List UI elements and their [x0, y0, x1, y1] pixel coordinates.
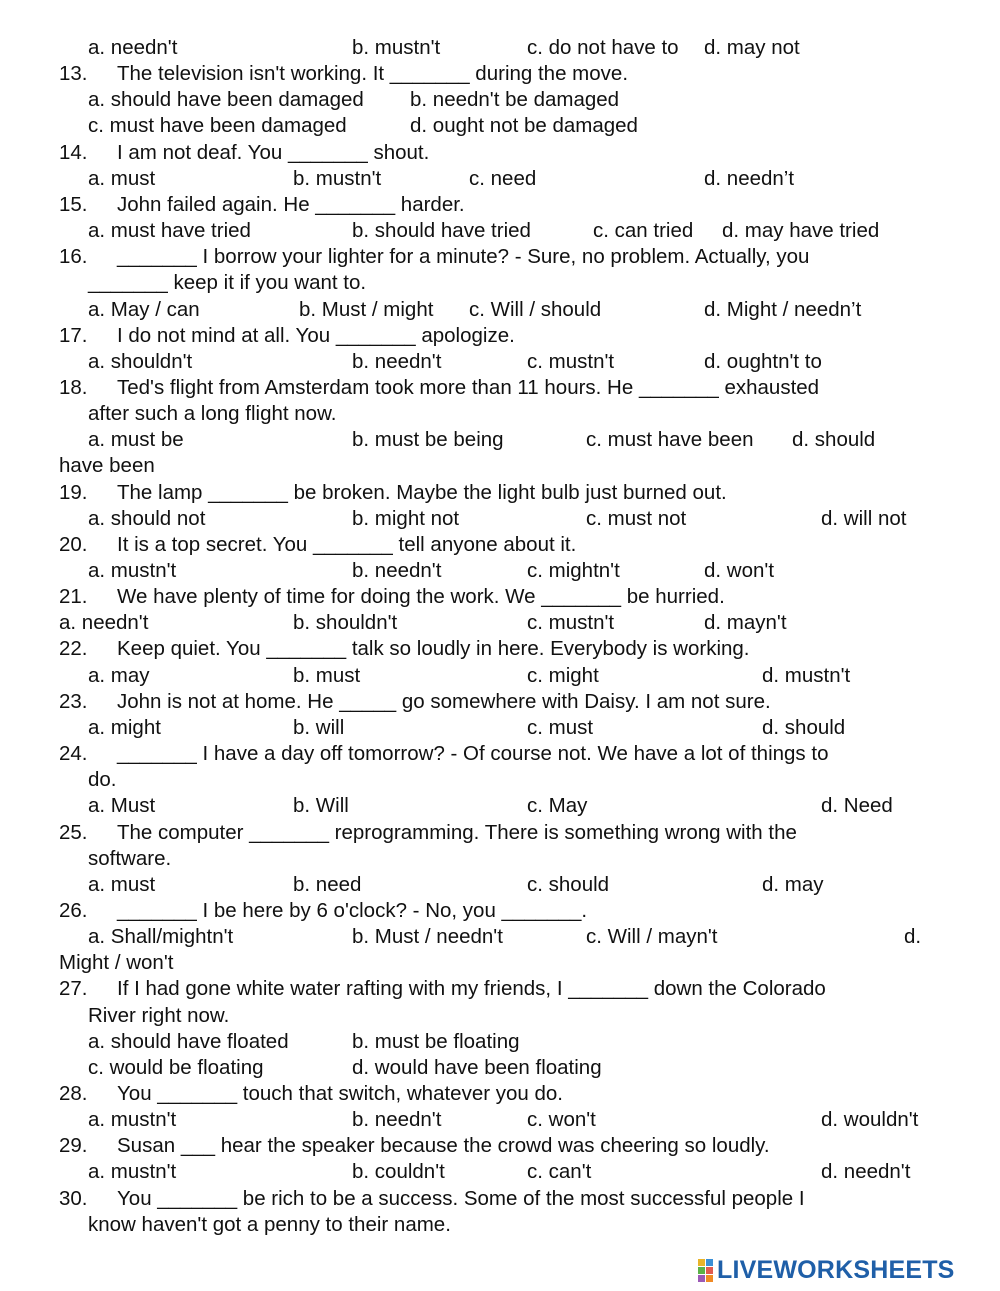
line-text: d. may: [762, 873, 824, 896]
line-text: b. shouldn't: [293, 611, 398, 634]
line-text: c. can't: [527, 1160, 592, 1183]
line-text: a. shouldn't: [88, 350, 193, 373]
line-text: c. must have been: [586, 428, 754, 451]
line-text: c. need: [469, 167, 537, 190]
line-text: do.: [88, 768, 117, 791]
line-text: d. should: [792, 428, 876, 451]
line-text: a. should have been damaged: [88, 88, 364, 111]
line-text: _______ I borrow your lighter for a minute? - Sure, no problem. Actually, you: [117, 245, 810, 268]
line-text: Keep quiet. You _______ talk so loudly in here. Everybody is working.: [117, 637, 750, 660]
logo-text: LIVEWORKSHEETS: [717, 1255, 955, 1284]
line-text: c. should: [527, 873, 610, 896]
line-text: 20.: [59, 533, 88, 556]
line-text: You _______ touch that switch, whatever you do.: [117, 1082, 563, 1105]
line-text: a. Must: [88, 794, 156, 817]
line-text: d. will not: [821, 507, 907, 530]
line-text: b. must be floating: [352, 1030, 520, 1053]
line-text: a. mustn't: [88, 1108, 177, 1131]
line-text: a. must: [88, 873, 156, 896]
line-text: 26.: [59, 899, 88, 922]
line-text: John failed again. He _______ harder.: [117, 193, 465, 216]
line-text: a. should have floated: [88, 1030, 289, 1053]
line-text: I do not mind at all. You _______ apologize.: [117, 324, 515, 347]
line-text: b. might not: [352, 507, 460, 530]
line-text: 24.: [59, 742, 88, 765]
line-text: d. needn’t: [704, 167, 795, 190]
line-text: 14.: [59, 141, 88, 164]
line-text: 21.: [59, 585, 88, 608]
line-text: b. need: [293, 873, 362, 896]
line-text: 13.: [59, 62, 88, 85]
line-text: b. mustn't: [293, 167, 382, 190]
line-text: a. mustn't: [88, 559, 177, 582]
line-text: a. mustn't: [88, 1160, 177, 1183]
line-text: c. Will / mayn't: [586, 925, 718, 948]
line-text: d. would have been floating: [352, 1056, 602, 1079]
line-text: _______ I have a day off tomorrow? - Of course not. We have a lot of things to: [117, 742, 829, 765]
line-text: John is not at home. He _____ go somewhere with Daisy. I am not sure.: [117, 690, 771, 713]
line-text: know haven't got a penny to their name.: [88, 1213, 451, 1236]
line-text: River right now.: [88, 1004, 230, 1027]
line-text: It is a top secret. You _______ tell anyone about it.: [117, 533, 577, 556]
line-text: d. Need: [821, 794, 893, 817]
line-text: We have plenty of time for doing the work. We _______ be hurried.: [117, 585, 725, 608]
line-text: c. can tried: [593, 219, 694, 242]
line-text: c. mustn't: [527, 350, 615, 373]
line-text: Susan ___ hear the speaker because the crowd was cheering so loudly.: [117, 1134, 770, 1157]
line-text: a. must be: [88, 428, 184, 451]
line-text: d. wouldn't: [821, 1108, 919, 1131]
line-text: a. might: [88, 716, 161, 739]
line-text: d. may not: [704, 36, 800, 59]
logo-tiles-icon: [698, 1259, 713, 1282]
line-text: d. Might / needn’t: [704, 298, 862, 321]
line-text: 18.: [59, 376, 88, 399]
line-text: 29.: [59, 1134, 88, 1157]
line-text: c. do not have to: [527, 36, 679, 59]
line-text: d. ought not be damaged: [410, 114, 638, 137]
line-text: 16.: [59, 245, 88, 268]
line-text: a. must: [88, 167, 156, 190]
line-text: 15.: [59, 193, 88, 216]
liveworksheets-logo: [698, 1257, 955, 1283]
line-text: have been: [59, 454, 155, 477]
line-text: d. should: [762, 716, 846, 739]
line-text: c. must: [527, 716, 594, 739]
line-text: 30.: [59, 1187, 88, 1210]
line-text: 23.: [59, 690, 88, 713]
line-text: b. needn't be damaged: [410, 88, 620, 111]
line-text: 27.: [59, 977, 88, 1000]
line-text: _______ I be here by 6 o'clock? - No, you _______.: [117, 899, 588, 922]
line-text: software.: [88, 847, 172, 870]
line-text: b. Must / needn't: [352, 925, 503, 948]
line-text: a. needn't: [88, 36, 178, 59]
line-text: b. Will: [293, 794, 349, 817]
line-text: 28.: [59, 1082, 88, 1105]
line-text: d. mayn't: [704, 611, 787, 634]
line-text: I am not deaf. You _______ shout.: [117, 141, 430, 164]
line-text: The computer _______ reprogramming. There is something wrong with the: [117, 821, 797, 844]
line-text: d. needn't: [821, 1160, 911, 1183]
line-text: If I had gone white water rafting with my friends, I _______ down the Colorado: [117, 977, 826, 1000]
line-text: b. needn't: [352, 559, 442, 582]
line-text: c. won't: [527, 1108, 596, 1131]
line-text: Ted's flight from Amsterdam took more than 11 hours. He _______ exhausted: [117, 376, 820, 399]
line-text: c. mustn't: [527, 611, 615, 634]
line-text: The television isn't working. It _______ during the move.: [117, 62, 629, 85]
line-text: a. Shall/mightn't: [88, 925, 234, 948]
line-text: b. must: [293, 664, 361, 687]
line-text: Might / won't: [59, 951, 174, 974]
line-text: b. needn't: [352, 350, 442, 373]
line-text: d.: [904, 925, 922, 948]
line-text: b. Must / might: [299, 298, 434, 321]
line-text: c. must have been damaged: [88, 114, 347, 137]
line-text: c. might: [527, 664, 599, 687]
line-text: b. should have tried: [352, 219, 531, 242]
line-text: d. mustn't: [762, 664, 851, 687]
line-text: a. May / can: [88, 298, 200, 321]
line-text: b. must be being: [352, 428, 504, 451]
line-text: a. should not: [88, 507, 206, 530]
line-text: d. won't: [704, 559, 775, 582]
line-text: b. needn't: [352, 1108, 442, 1131]
line-text: 22.: [59, 637, 88, 660]
line-text: a. must have tried: [88, 219, 251, 242]
line-text: c. Will / should: [469, 298, 602, 321]
line-text: The lamp _______ be broken. Maybe the light bulb just burned out.: [117, 481, 727, 504]
line-text: b. mustn't: [352, 36, 441, 59]
line-text: You _______ be rich to be a success. Some of the most successful people I: [117, 1187, 805, 1210]
line-text: 19.: [59, 481, 88, 504]
line-text: a. may: [88, 664, 150, 687]
line-text: c. mightn't: [527, 559, 620, 582]
line-text: after such a long flight now.: [88, 402, 337, 425]
line-text: c. must not: [586, 507, 687, 530]
line-text: _______ keep it if you want to.: [88, 271, 367, 294]
line-text: b. will: [293, 716, 345, 739]
line-text: c. May: [527, 794, 588, 817]
line-text: 17.: [59, 324, 88, 347]
line-text: d. oughtn't to: [704, 350, 822, 373]
line-text: c. would be floating: [88, 1056, 264, 1079]
line-text: 25.: [59, 821, 88, 844]
line-text: b. couldn't: [352, 1160, 445, 1183]
line-text: d. may have tried: [722, 219, 880, 242]
line-text: a. needn't: [59, 611, 149, 634]
